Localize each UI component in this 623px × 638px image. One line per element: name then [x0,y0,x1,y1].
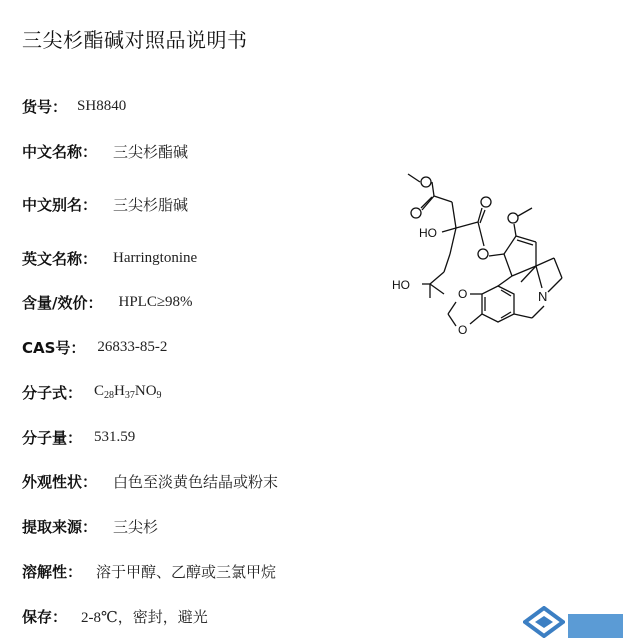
field-english-name [22,247,197,269]
atom-label: O [458,287,468,301]
bond [452,202,456,228]
field-appearance [22,470,278,492]
atom-label: N [538,289,548,304]
bond [421,197,432,208]
bond [482,286,514,322]
bond [450,228,456,254]
oxygen-atom [411,208,421,218]
oxygen-atom [508,213,518,223]
field-label: 中文名称： [22,142,98,161]
field-value: Harringtonine [113,249,198,266]
bond [448,302,456,314]
field-value: 三尖杉酯碱 [113,144,189,161]
bond [456,222,478,228]
field-label: 英文名称： [22,249,98,268]
bond [554,258,562,278]
field-label: CAS号： [22,338,86,357]
formula-value: $C_{28}H_{37}NO_9$ [94,383,162,401]
field-value: 三尖杉脂碱 [113,197,189,214]
field-value: SH8840 [77,97,127,114]
bond [512,266,536,276]
field-label: 溶解性： [22,562,83,581]
chemical-structure-diagram [386,166,618,352]
logo-core [535,616,553,628]
bond [478,222,484,246]
field-item-no [22,95,126,117]
field-formula [22,381,162,403]
bond [470,314,482,324]
oxygen-atom [478,249,488,259]
field-value: 26833-85-2 [97,338,168,355]
bond [548,278,562,292]
bond [442,228,456,232]
bond [432,182,434,196]
corner-accent-bar [568,614,623,638]
bond [430,272,444,284]
brand-logo-icon [523,606,565,638]
bond [514,314,532,318]
field-purity [22,291,193,313]
field-molecular-weight [22,426,135,448]
field-label: 中文别名： [22,195,98,214]
bond [504,236,516,254]
field-label: 保存： [22,607,68,626]
bond [444,254,450,272]
field-value: 2-8℃，密封，避光 [81,609,208,626]
atom-label: O [458,323,468,337]
field-value: 三尖杉 [113,519,159,536]
field-storage [22,605,208,627]
field-chinese-alias [22,193,188,215]
field-value: HPLC≥98% [118,293,193,310]
bond [501,312,511,318]
field-cas [22,336,167,358]
bond [501,290,511,296]
bond [504,254,512,276]
field-label: 分子式： [22,383,83,402]
bond [532,306,544,318]
field-value: 白色至淡黄色结晶或粉末 [113,474,279,491]
bond [408,174,420,182]
field-chinese-name [22,140,188,162]
bond [489,254,504,256]
atom-label: HO [419,226,437,240]
field-label: 含量/效价： [22,293,103,312]
field-label: 分子量： [22,428,83,447]
bond [434,196,452,202]
oxygen-atom [421,177,431,187]
bond [536,266,542,288]
oxygen-atom [481,197,491,207]
bond [448,314,456,326]
bond [514,224,516,236]
field-label: 货号： [22,97,68,116]
field-solubility [22,560,276,582]
field-value: 溶于甲醇、乙醇或三氯甲烷 [96,564,277,581]
field-label: 提取来源： [22,517,98,536]
page-title: 三尖杉酯碱对照品说明书 [22,28,248,52]
field-value: 531.59 [94,428,136,445]
field-source [22,515,158,537]
bond [430,284,444,294]
atom-label: HO [392,278,410,292]
bond [422,196,434,210]
field-label: 外观性状： [22,472,98,491]
bond [498,276,512,286]
bond [536,258,554,266]
bond [518,208,532,216]
bond [521,266,536,282]
